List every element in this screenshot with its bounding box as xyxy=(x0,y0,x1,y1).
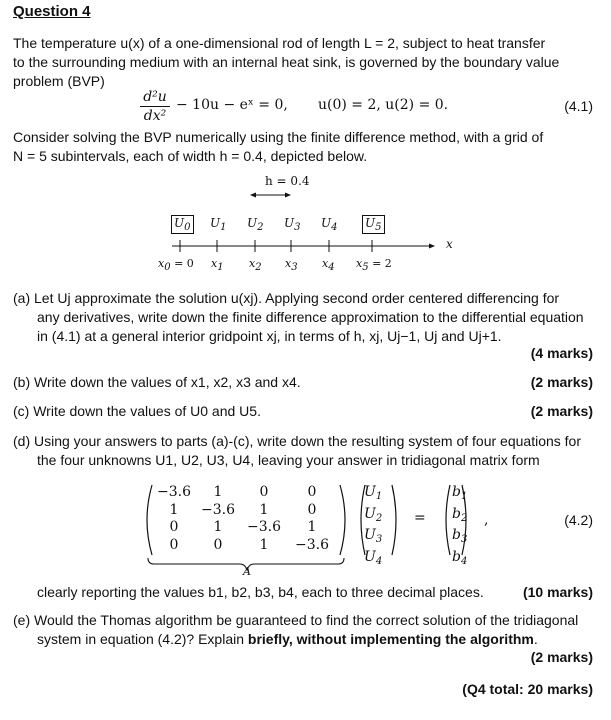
x-label-0: x0 = 0 xyxy=(158,257,194,273)
u-label-3: $U_3$ xyxy=(284,216,301,233)
part-e-line-2: system in equation (4.2)? Explain briefly, without implementing the algorithm. xyxy=(37,631,538,647)
consider-line-1: Consider solving the BVP numerically using the finite difference method, with a grid of xyxy=(13,129,544,145)
part-a-line-2: any derivatives, write down the finite difference approximation to the differential equation xyxy=(37,309,584,325)
equation-number-4-1: (4.1) xyxy=(564,98,593,114)
question-title: Question 4 xyxy=(13,3,91,20)
part-c-text: (c) Write down the values of U0 and U5. xyxy=(13,403,261,419)
rhs-3: $b_3$ xyxy=(452,527,468,545)
x-label-5: x5 = 2 xyxy=(356,257,392,273)
matrix-A xyxy=(152,484,336,554)
boundary-conditions: u(0) = 2, u(2) = 0. xyxy=(318,97,449,113)
rhs-comma: , xyxy=(484,512,489,528)
part-d-line-1: (d) Using your answers to parts (a)-(c), write down the resulting system of four equations for xyxy=(13,433,581,449)
u-label-2: $U_2$ xyxy=(247,216,264,233)
part-d-after: clearly reporting the values b1, b2, b3, b4, each to three decimal places. xyxy=(37,584,484,600)
rhs-4: $b_4$ xyxy=(452,548,468,567)
unknown-2: $U_2$ xyxy=(364,505,383,524)
part-e-marks: (2 marks) xyxy=(530,649,593,665)
x-label-4: x4 xyxy=(322,257,335,273)
x-label-3: x3 xyxy=(285,257,298,273)
axis-label-x: x xyxy=(446,237,453,251)
u-label-5: $U_5$ xyxy=(362,215,385,234)
part-a xyxy=(13,289,584,346)
intro-line-2: to the surrounding medium with an internal heat sink, is governed by the boundary value xyxy=(13,54,560,70)
ode-numerator: d²u xyxy=(140,88,170,107)
unknowns-vector xyxy=(364,484,382,570)
part-d xyxy=(13,432,581,470)
u-label-4: $U_4$ xyxy=(321,216,338,233)
x-label-1: x1 xyxy=(211,257,224,273)
rhs-2: $b_2$ xyxy=(452,505,468,524)
part-e xyxy=(13,611,578,649)
u-label-1: $U_1$ xyxy=(210,216,227,233)
unknown-3: $U_3$ xyxy=(364,527,383,545)
u-label-0: $U_0$ xyxy=(171,215,194,234)
h-arrow xyxy=(250,193,291,198)
part-d-marks: (10 marks) xyxy=(522,584,593,600)
matrix-row-2: 1 −3.6 1 0 xyxy=(169,501,317,518)
consider-paragraph xyxy=(13,128,543,166)
matrix-row-3: 0 1 −3.6 1 xyxy=(169,519,317,535)
matrix-row-4: 0 0 1 −3.6 xyxy=(169,536,329,553)
rhs-1: $b_1$ xyxy=(452,484,468,502)
part-a-marks: (4 marks) xyxy=(530,345,593,361)
unknown-4: $U_4$ xyxy=(364,548,383,567)
ode-fraction xyxy=(140,88,170,125)
x-label-2: x2 xyxy=(249,257,262,273)
part-d-line-2: the four unknowns U1, U2, U3, U4, leaving your answer in tridiagonal matrix form xyxy=(37,452,540,468)
rhs-vector xyxy=(452,484,467,570)
part-e-line-1: (e) Would the Thomas algorithm be guaranteed to find the correct solution of the tridiagonal xyxy=(13,612,579,628)
equation-number-4-2: (4.2) xyxy=(564,512,593,528)
unknown-1: $U_1$ xyxy=(364,484,383,502)
part-a-line-3: in (4.1) at a general interior gridpoint xj, in terms of h, xj, Uj−1, Uj and Uj+1. xyxy=(37,328,502,344)
intro-line-1: The temperature u(x) of a one-dimensional rod of length L = 2, subject to heat transfer xyxy=(13,35,546,51)
matrix-label-A: A xyxy=(243,565,251,578)
equals-sign: = xyxy=(414,510,426,526)
matrix-row-1: −3.6 1 0 0 xyxy=(157,484,317,500)
intro-line-3: problem (BVP) xyxy=(13,73,105,89)
grid-diagram xyxy=(150,185,470,275)
consider-line-2: N = 5 subintervals, each of width h = 0.4, depicted below. xyxy=(13,148,368,164)
part-c-marks: (2 marks) xyxy=(530,403,593,419)
part-b-text: (b) Write down the values of x1, x2, x3 and x4. xyxy=(13,374,301,390)
ode-rest: − 10u − eˣ = 0, xyxy=(176,97,288,113)
part-b-marks: (2 marks) xyxy=(530,374,593,390)
question-total: (Q4 total: 20 marks) xyxy=(462,681,593,697)
h-label: h = 0.4 xyxy=(265,174,310,188)
ode-denominator: dx² xyxy=(143,108,167,124)
part-a-line-1: (a) Let Uj approximate the solution u(xj). Applying second order centered differencing for xyxy=(13,290,560,306)
x-axis-arrowhead xyxy=(429,244,435,249)
intro-paragraph xyxy=(13,34,559,91)
